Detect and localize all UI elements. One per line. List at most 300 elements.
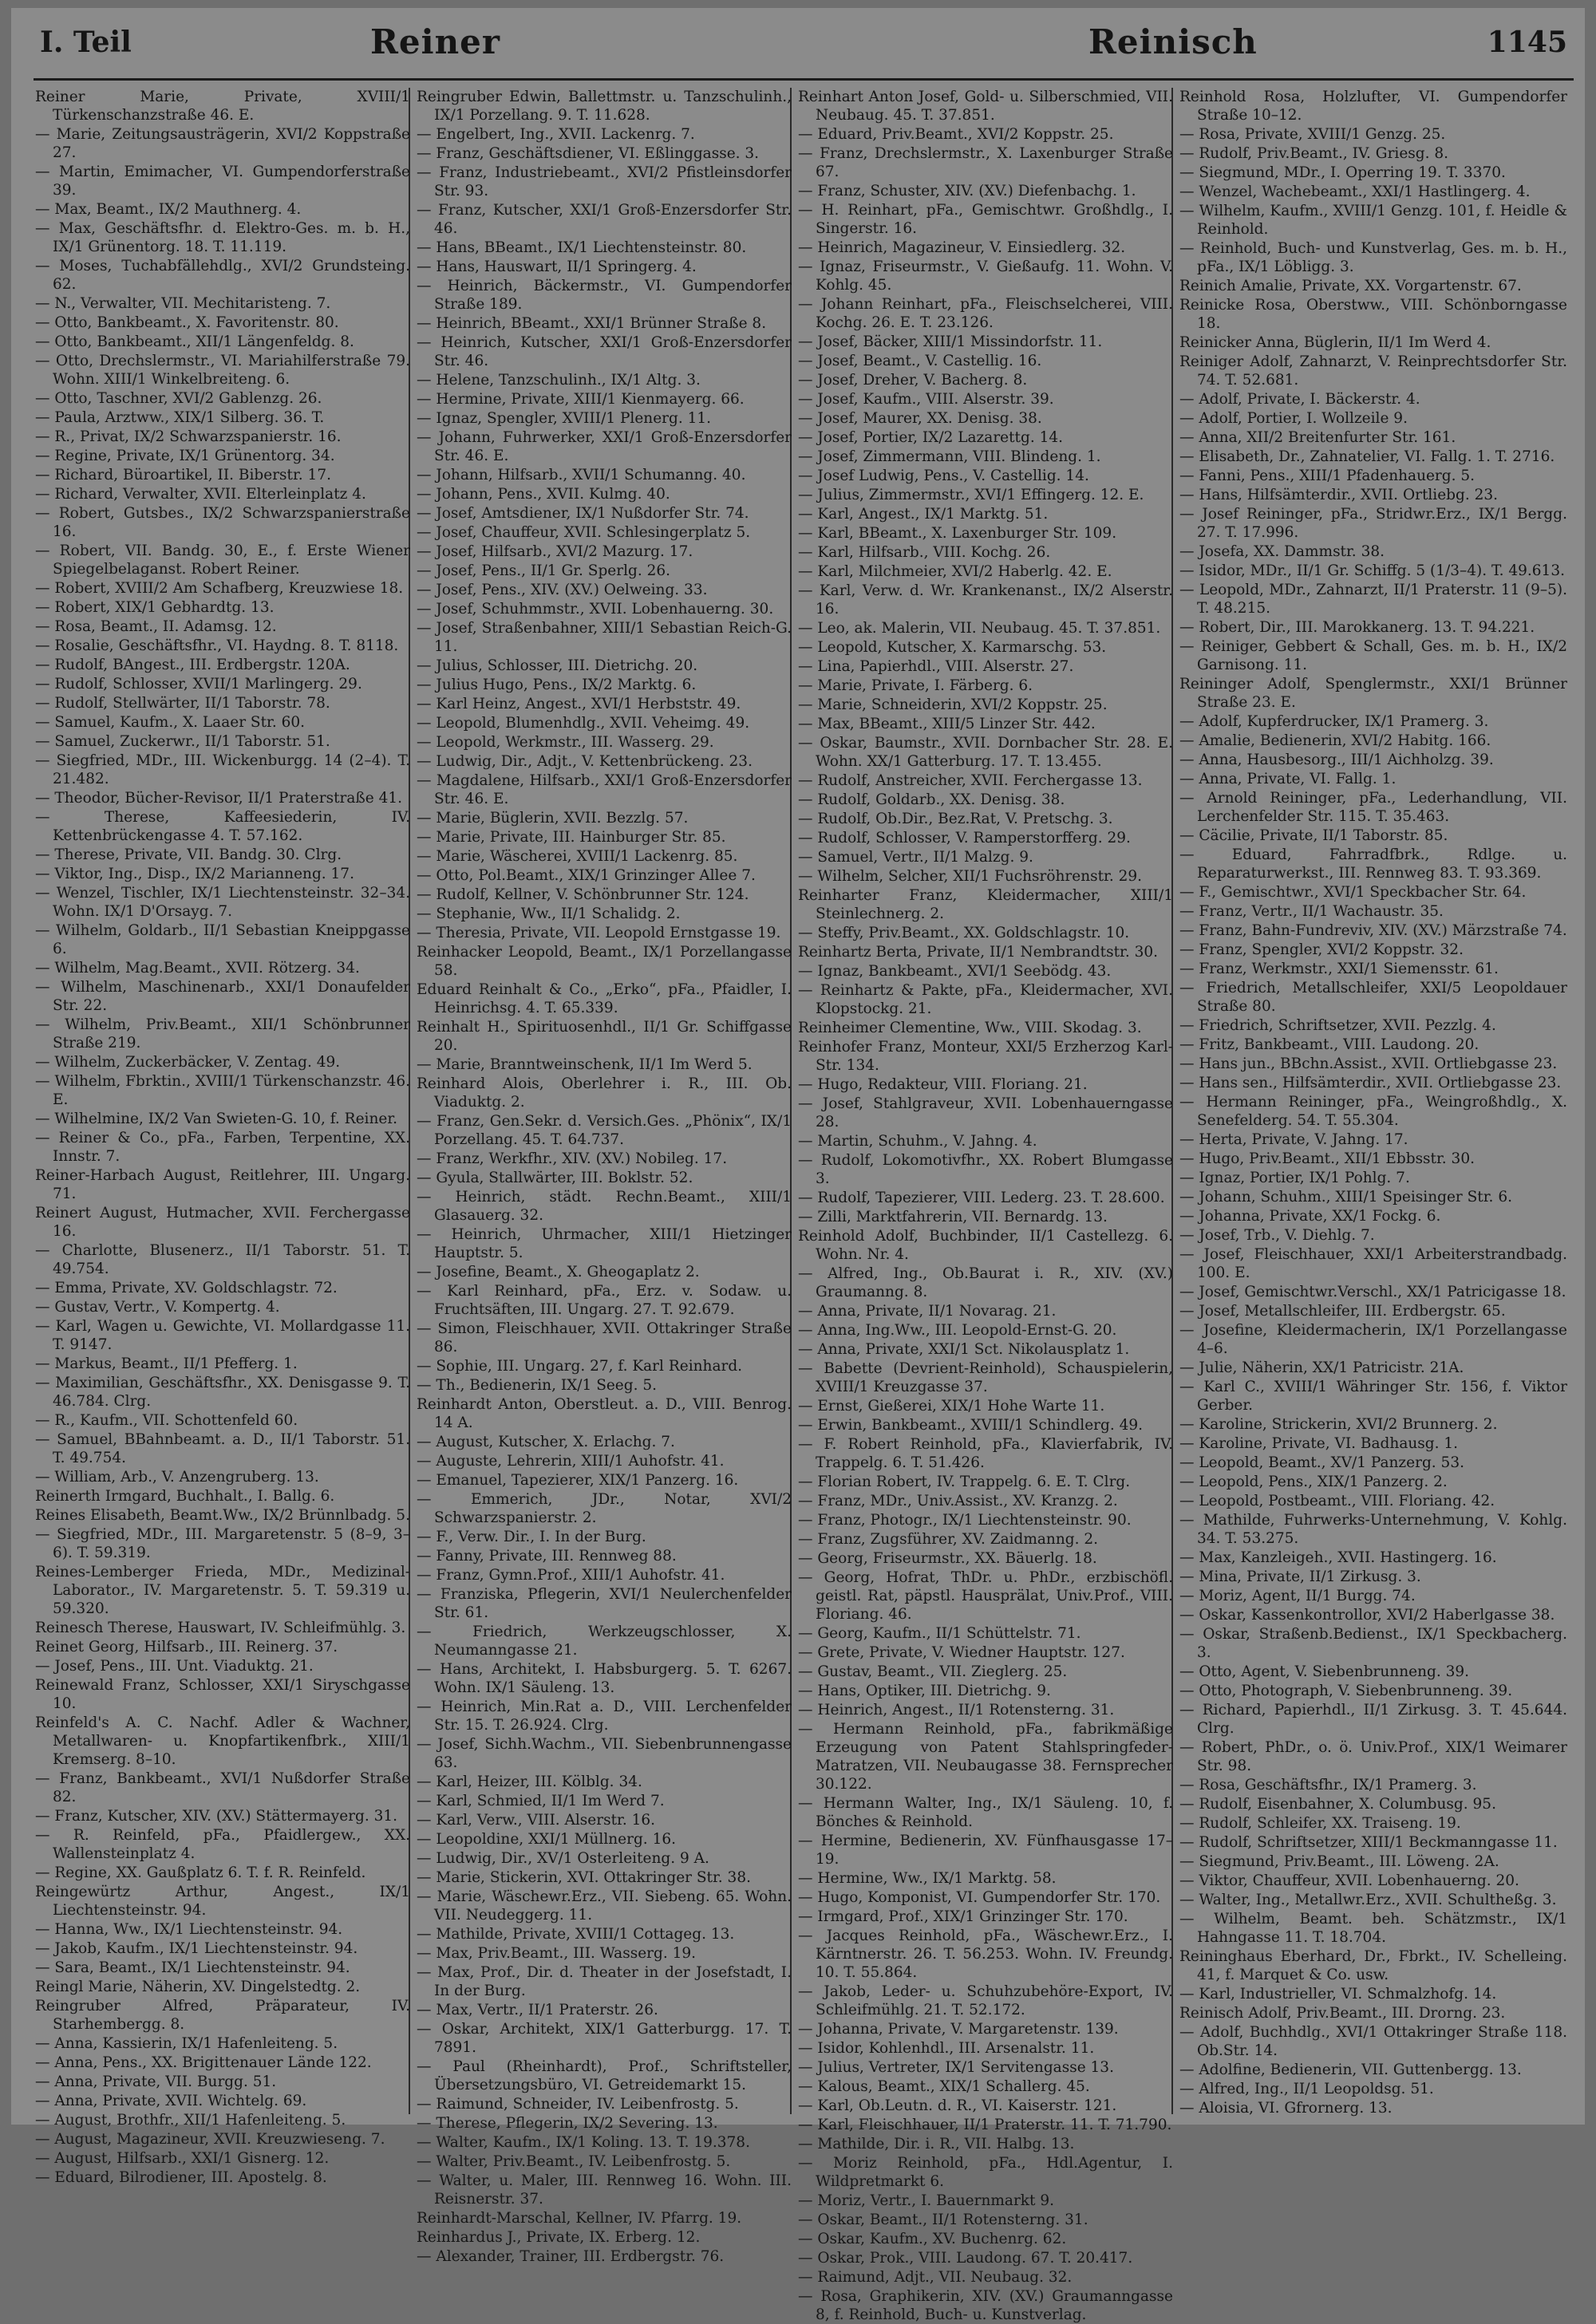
- directory-entry: — Rudolf, Tapezierer, VIII. Lederg. 23. T. 28.600.: [798, 1190, 1165, 1206]
- directory-entry: — Karl, BBeamt., X. Laxenburger Str. 109.: [798, 525, 1117, 542]
- directory-entry: — Charlotte, Blusenerz., II/1 Taborstr. 51. T. 49.754.: [35, 1242, 410, 1277]
- directory-entry: — Josef Reininger, pFa., Stridwr.Erz., IX/1 Bergg. 27. T. 17.996.: [1179, 506, 1567, 541]
- directory-entry: — Alfred, Ing., II/1 Leopoldsg. 51.: [1179, 2081, 1434, 2097]
- directory-entry: — Adolf, Portier, I. Wollzeile 9.: [1179, 410, 1408, 427]
- directory-entry: — Hans, Hauswart, II/1 Springerg. 4.: [417, 258, 697, 275]
- directory-entry: — Grete, Private, V. Wiedner Hauptstr. 127.: [798, 1644, 1125, 1661]
- directory-entry: — Otto, Photograph, V. Siebenbrunneng. 39.: [1179, 1683, 1513, 1699]
- directory-entry: Reinfeld's A. C. Nachf. Adler & Wachner, Metallwaren- u. Knopfartikenfbrk., XIII/1 Kremserg. 8–10.: [35, 1714, 410, 1768]
- directory-entry: — Hugo, Redakteur, VIII. Floriang. 21.: [798, 1076, 1088, 1093]
- directory-entry: — Eduard, Bilrodiener, III. Apostelg. 8.: [35, 2169, 327, 2186]
- directory-entry: — Babette (Devrient-Reinhold), Schauspielerin, XVIII/1 Kreuzgasse 37.: [798, 1360, 1173, 1395]
- directory-entry: — Josef, Chauffeur, XVII. Schlesingerplatz 5.: [417, 524, 751, 541]
- directory-entry: — Hans sen., Hilfsämterdir., XVII. Ortliebgasse 23.: [1179, 1075, 1562, 1091]
- directory-entry: Reininger Adolf, Spenglermstr., XXI/1 Brünner Straße 23. E.: [1179, 676, 1567, 711]
- directory-entry: — Florian Robert, IV. Trappelg. 6. E. T. Clrg.: [798, 1474, 1131, 1490]
- directory-entry: — Rosa, Private, XVIII/1 Genzg. 25.: [1179, 126, 1446, 143]
- directory-entry: — Th., Bedienerin, IX/1 Seeg. 5.: [417, 1377, 658, 1394]
- directory-entry: — Anna, Private, VII. Burgg. 51.: [35, 2073, 277, 2090]
- directory-entry: Reinich Amalie, Private, XX. Vorgartenstr. 67.: [1179, 278, 1522, 294]
- directory-entry: — Rudolf, Stellwärter, II/1 Taborstr. 78.: [35, 695, 330, 712]
- directory-entry: — Otto, Taschner, XVI/2 Gablenzg. 26.: [35, 390, 322, 407]
- directory-entry: — Anna, Private, II/1 Novarag. 21.: [798, 1303, 1057, 1320]
- directory-entry: — Josefine, Beamt., X. Gheogaplatz 2.: [417, 1264, 700, 1280]
- directory-entry: Reinerth Irmgard, Buchhalt., I. Ballg. 6.: [35, 1488, 335, 1505]
- directory-entry: — Franz, Industriebeamt., XVI/2 Pfistleinsdorfer Str. 93.: [417, 164, 792, 199]
- directory-entry: — Hans jun., BBchn.Assist., XVII. Ortliebgasse 23.: [1179, 1055, 1558, 1072]
- directory-entry: — Josef, Gemischtwr.Verschl., XX/1 Patricigasse 18.: [1179, 1284, 1566, 1300]
- directory-entry: — Jacques Reinhold, pFa., Wäschewr.Erz., I. Kärntnerstr. 26. T. 56.253. Wohn. IV. Freundg. 10. T. 55.864.: [798, 1927, 1173, 1981]
- directory-entry: — Alfred, Ing., Ob.Baurat i. R., XIV. (XV.) Graumanng. 8.: [798, 1265, 1173, 1300]
- directory-entry: — Marie, Schneiderin, XVI/2 Koppstr. 25.: [798, 696, 1108, 713]
- directory-entry: — Max, Priv.Beamt., III. Wasserg. 19.: [417, 1945, 697, 1962]
- directory-entry: — Hermann Reininger, pFa., Weingroßhdlg., X. Senefelderg. 54. T. 55.304.: [1179, 1094, 1567, 1129]
- directory-entry: — Otto, Pol.Beamt., XIX/1 Grinzinger Allee 7.: [417, 867, 756, 884]
- directory-entry: — R., Privat, IX/2 Schwarzspanierstr. 16.: [35, 428, 342, 445]
- directory-entry: — Franz, Werkmstr., XXI/1 Siemensstr. 61.: [1179, 961, 1499, 977]
- directory-entry: — Karoline, Private, VI. Badhausg. 1.: [1179, 1435, 1459, 1452]
- directory-entry: — Oskar, Architekt, XIX/1 Gatterburgg. 17. T. 7891.: [417, 2021, 792, 2056]
- directory-entry: — Heinrich, Bäckermstr., VI. Gumpendorfer Straße 189.: [417, 278, 792, 313]
- directory-entry: — Oskar, Straßenb.Bedienst., IX/1 Speckbacherg. 3.: [1179, 1626, 1567, 1661]
- directory-entry: — Max, Kanzleigeh., XVII. Hastingerg. 16.: [1179, 1549, 1497, 1566]
- directory-entry: — Rosa, Beamt., II. Adamsg. 12.: [35, 618, 277, 635]
- directory-entry: Reinert August, Hutmacher, XVII. Ferchergasse 16.: [35, 1205, 410, 1240]
- directory-entry: — Franz, Photogr., IX/1 Liechtensteinstr. 90.: [798, 1512, 1132, 1529]
- directory-entry: — Isidor, MDr., II/1 Gr. Schiffg. 5 (1/3–4). T. 49.613.: [1179, 562, 1565, 579]
- directory-entry: — Heinrich, städt. Rechn.Beamt., XIII/1 Glasauerg. 32.: [417, 1189, 792, 1224]
- directory-entry: Reinharter Franz, Kleidermacher, XIII/1 Steinlechnerg. 2.: [798, 887, 1173, 922]
- directory-entry: — Julius, Vertreter, IX/1 Servitengasse 13.: [798, 2059, 1114, 2076]
- directory-entry: — Wenzel, Wachebeamt., XXI/1 Hastlingerg. 4.: [1179, 183, 1531, 200]
- directory-entry: — Leopold, Kutscher, X. Karmarschg. 53.: [798, 639, 1107, 656]
- directory-entry: — Josef, Trb., V. Diehlg. 7.: [1179, 1227, 1375, 1244]
- directory-entry: — Paul (Rheinhardt), Prof., Schriftsteller, Übersetzungsbüro, VI. Getreidemarkt 15.: [417, 2058, 792, 2093]
- directory-entry: Reiner-Harbach August, Reitlehrer, III. Ungarg. 71.: [35, 1167, 410, 1202]
- directory-entry: Reingruber Edwin, Ballettmstr. u. Tanzschulinh., IX/1 Porzellang. 9. T. 11.628.: [417, 89, 792, 124]
- directory-entry: — Heinrich, BBeamt., XXI/1 Brünner Straße 8.: [417, 315, 767, 332]
- directory-entry: — Elisabeth, Dr., Zahnatelier, VI. Fallg. 1. T. 2716.: [1179, 448, 1555, 465]
- directory-entry: — Viktor, Ing., Disp., IX/2 Marianneng. 17.: [35, 866, 354, 882]
- directory-entry: — Karl, Heizer, III. Kölblg. 34.: [417, 1774, 642, 1790]
- directory-entry: — Walter, u. Maler, III. Rennweg 16. Wohn. III. Reisnerstr. 37.: [417, 2172, 792, 2208]
- directory-entry: — Josefine, Kleidermacherin, IX/1 Porzellangasse 4–6.: [1179, 1322, 1567, 1357]
- directory-entry: — Marie, Private, III. Hainburger Str. 85.: [417, 829, 726, 846]
- directory-entry: — Anna, Ing.Ww., III. Leopold-Ernst-G. 20.: [798, 1322, 1117, 1339]
- directory-entry: — Josef, Stahlgraveur, XVII. Lobenhauerngasse 28.: [798, 1095, 1173, 1130]
- directory-entry: — Rudolf, Schlosser, V. Ramperstorfferg. 29.: [798, 830, 1131, 846]
- directory-entry: — Wilhelm, Selcher, XII/1 Fuchsröhrenstr. 29.: [798, 868, 1143, 885]
- directory-entry: — Reiner & Co., pFa., Farben, Terpentine, XX. Innstr. 7.: [35, 1130, 410, 1165]
- directory-entry: — Samuel, Zuckerwr., II/1 Taborstr. 51.: [35, 733, 330, 750]
- directory-entry: — Therese, Private, VII. Bandg. 30. Clrg.: [35, 846, 342, 863]
- directory-entry: — Franz, Geschäftsdiener, VI. Eßlinggasse. 3.: [417, 145, 760, 162]
- directory-entry: — Jakob, Kaufm., IX/1 Liechtensteinstr. 94.: [35, 1940, 358, 1957]
- directory-entry: — Josef, Sichh.Wachm., VII. Siebenbrunnengasse 63.: [417, 1736, 792, 1771]
- directory-entry: — Johann, Schuhm., XIII/1 Speisinger Str. 6.: [1179, 1189, 1512, 1205]
- directory-entry: — Rudolf, Goldarb., XX. Denisg. 38.: [798, 791, 1065, 808]
- directory-entry: — Martin, Schuhm., V. Jahng. 4.: [798, 1133, 1037, 1150]
- directory-entry: — Ernst, Gießerei, XIX/1 Hohe Warte 11.: [798, 1398, 1105, 1415]
- directory-entry: — Amalie, Bedienerin, XVI/2 Habitg. 166.: [1179, 732, 1491, 749]
- directory-entry: — Fanni, Pens., XIII/1 Pfadenhauerg. 5.: [1179, 468, 1476, 484]
- directory-entry: — Jakob, Leder- u. Schuhzubehöre-Export, IV. Schleifmühlg. 21. T. 52.172.: [798, 1983, 1173, 2018]
- directory-entry: — Josef, Metallschleifer, III. Erdbergstr. 65.: [1179, 1303, 1506, 1320]
- directory-entry: — Johanna, Private, V. Margaretenstr. 139.: [798, 2021, 1119, 2038]
- directory-entry: — Therese, Kaffeesiederin, IV. Kettenbrückengasse 4. T. 57.162.: [35, 809, 410, 844]
- directory-entry: Reingewürtz Arthur, Angest., IX/1 Liechtensteinstr. 94.: [35, 1884, 410, 1919]
- directory-entry: — Robert, VII. Bandg. 30, E., f. Erste Wiener Spiegelbelaganst. Robert Reiner.: [35, 543, 410, 578]
- directory-entry: — August, Kutscher, X. Erlachg. 7.: [417, 1434, 675, 1450]
- directory-entry: — Kalous, Beamt., XIX/1 Schallerg. 45.: [798, 2078, 1090, 2095]
- directory-entry: — Sara, Beamt., IX/1 Liechtensteinstr. 94.: [35, 1959, 350, 1976]
- directory-entry: — Karl, Verw. d. Wr. Krankenanst., IX/2 Alserstr. 16.: [798, 582, 1173, 617]
- directory-entry: — Karl, Schmied, II/1 Im Werd 7.: [417, 1793, 665, 1809]
- directory-entry: — R., Kaufm., VII. Schottenfeld 60.: [35, 1412, 298, 1429]
- directory-entry: — Karl Heinz, Angest., XVI/1 Herbststr. 49.: [417, 696, 741, 712]
- directory-entry: — Hugo, Komponist, VI. Gumpendorfer Str. 170.: [798, 1889, 1161, 1906]
- directory-entry: — Siegfried, MDr., III. Margaretenstr. 5 (8–9, 3–6). T. 59.319.: [35, 1526, 410, 1561]
- directory-entry: — Hugo, Priv.Beamt., XII/1 Ebbsstr. 30.: [1179, 1150, 1475, 1167]
- directory-entry: — Karl, Verw., VIII. Alserstr. 16.: [417, 1812, 656, 1829]
- directory-entry: — Zilli, Marktfahrerin, VII. Bernardg. 13.: [798, 1209, 1108, 1225]
- directory-entry: — Adolf, Kupferdrucker, IX/1 Pramerg. 3.: [1179, 713, 1489, 730]
- directory-entry: — Wenzel, Tischler, IX/1 Liechtensteinstr. 32–34. Wohn. IX/1 D'Orsayg. 7.: [35, 885, 410, 920]
- directory-entry: — Robert, Dir., III. Marokkanerg. 13. T. 94.221.: [1179, 619, 1535, 636]
- directory-entry: — Simon, Fleischhauer, XVII. Ottakringer Straße 86.: [417, 1320, 792, 1355]
- directory-entry: — Heinrich, Magazineur, V. Einsiedlerg. 32.: [798, 239, 1126, 256]
- page-number: 1145: [1487, 26, 1567, 59]
- header-rule: [34, 78, 1574, 81]
- directory-entry: — Moriz, Vertr., I. Bauernmarkt 9.: [798, 2192, 1054, 2209]
- directory-entry: — Herta, Private, V. Jahng. 17.: [1179, 1131, 1408, 1148]
- directory-entry: — Walter, Priv.Beamt., IV. Leibenfrostg. 5.: [417, 2153, 731, 2170]
- directory-entry: — Karl, Hilfsarb., VIII. Kochg. 26.: [798, 544, 1051, 561]
- directory-entry: — Josef, Pens., III. Unt. Viaduktg. 21.: [35, 1658, 314, 1675]
- directory-entry: — R. Reinfeld, pFa., Pfaidlergew., XX. Wallensteinplatz 4.: [35, 1827, 410, 1862]
- directory-entry: — William, Arb., V. Anzengruberg. 13.: [35, 1469, 319, 1486]
- directory-entry: — Franz, Drechslermstr., X. Laxenburger Straße 67.: [798, 145, 1173, 180]
- directory-entry: — Karl, Wagen u. Gewichte, VI. Mollardgasse 11. T. 9147.: [35, 1318, 410, 1353]
- directory-entry: — Marie, Wäscherei, XVIII/1 Lackenrg. 85.: [417, 848, 738, 865]
- directory-entry: Reiniger Adolf, Zahnarzt, V. Reinprechtsdorfer Str. 74. T. 52.681.: [1179, 353, 1567, 389]
- directory-entry: Reinewald Franz, Schlosser, XXI/1 Siryschgasse 10.: [35, 1677, 410, 1712]
- directory-entry: — Josef, Kaufm., VIII. Alserstr. 39.: [798, 391, 1054, 408]
- directory-entry: — Emmerich, JDr., Notar, XVI/2 Schwarzspanierstr. 2.: [417, 1491, 792, 1526]
- directory-entry: — Leopold, Blumenhdlg., XVII. Veheimg. 49.: [417, 715, 750, 732]
- directory-entry: — Rudolf, Eisenbahner, X. Columbusg. 95.: [1179, 1796, 1496, 1813]
- directory-entry: Reinhard Alois, Oberlehrer i. R., III. Ob. Viaduktg. 2.: [417, 1075, 792, 1111]
- directory-entry: — Oskar, Kassenkontrollor, XVI/2 Haberlgasse 38.: [1179, 1607, 1555, 1624]
- directory-entry: — Karoline, Strickerin, XVI/2 Brunnerg. 2.: [1179, 1416, 1498, 1433]
- directory-entry: — Anna, Pens., XX. Brigittenauer Lände 122.: [35, 2054, 372, 2071]
- directory-entry: Reinet Georg, Hilfsarb., III. Reinerg. 37.: [35, 1639, 338, 1655]
- directory-entry: — Marie, Branntweinschenk, II/1 Im Werd 5.: [417, 1056, 753, 1073]
- directory-entry: — Josefa, XX. Dammstr. 38.: [1179, 543, 1385, 560]
- directory-entry: — Anna, Kassierin, IX/1 Hafenleiteng. 5.: [35, 2035, 338, 2052]
- directory-entry: — Emanuel, Tapezierer, XIX/1 Panzerg. 16.: [417, 1472, 739, 1489]
- directory-entry: — Rudolf, Schleifer, XX. Traiseng. 19.: [1179, 1815, 1461, 1832]
- directory-entry: — Rosa, Graphikerin, XIV. (XV.) Graumanngasse 8, f. Reinhold, Buch- u. Kunstverlag.: [798, 2288, 1173, 2323]
- directory-entry: Reininghaus Eberhard, Dr., Fbrkt., IV. Schelleing. 41, f. Marquet & Co. usw.: [1179, 1948, 1567, 1983]
- directory-entry: — Anna, XII/2 Breitenfurter Str. 161.: [1179, 429, 1456, 446]
- directory-entry: — Theodor, Bücher-Revisor, II/1 Praterstraße 41.: [35, 790, 403, 807]
- directory-entry: — Karl, Fleischhauer, II/1 Praterstr. 11. T. 71.790.: [798, 2117, 1172, 2133]
- directory-entry: — Hanna, Ww., IX/1 Liechtensteinstr. 94.: [35, 1921, 343, 1938]
- directory-entry: — Franz, Spengler, XVI/2 Koppstr. 32.: [1179, 941, 1464, 958]
- directory-entry: — Erwin, Bankbeamt., XVIII/1 Schindlerg. 49.: [798, 1417, 1144, 1434]
- directory-entry: — Maximilian, Geschäftsfhr., XX. Denisgasse 9. T. 46.784. Clrg.: [35, 1375, 410, 1410]
- directory-entry: — Leopold, Postbeamt., VIII. Floriang. 42.: [1179, 1493, 1495, 1509]
- part-label: I. Teil: [40, 26, 132, 59]
- directory-entry: — Josef, Zimmermann, VIII. Blindeng. 1.: [798, 448, 1101, 465]
- directory-entry: — Otto, Bankbeamt., X. Favoritenstr. 80.: [35, 314, 339, 331]
- directory-entry: — Otto, Bankbeamt., XII/1 Längenfeldg. 8.: [35, 333, 354, 350]
- directory-entry: — Friedrich, Schriftsetzer, XVII. Pezzlg. 4.: [1179, 1017, 1496, 1034]
- directory-entry: — August, Brothfr., XII/1 Hafenleiteng. 5.: [35, 2112, 346, 2129]
- directory-entry: — Robert, Gutsbes., IX/2 Schwarzspanierstraße 16.: [35, 505, 410, 540]
- directory-entry: — Mathilde, Fuhrwerks-Unternehmung, V. Kohlg. 34. T. 53.275.: [1179, 1512, 1567, 1547]
- directory-entry: — Johann, Hilfsarb., XVII/1 Schumanng. 40.: [417, 467, 746, 483]
- directory-entry: — Friedrich, Metallschleifer, XXI/5 Leopoldauer Straße 80.: [1179, 980, 1567, 1015]
- directory-entry: Reinhardt-Marschal, Kellner, IV. Pfarrg. 19.: [417, 2210, 742, 2227]
- directory-entry: — Josef, Pens., XIV. (XV.) Oelweing. 33.: [417, 582, 708, 598]
- directory-entry: — Wilhelm, Goldarb., II/1 Sebastian Kneippgasse 6.: [35, 922, 410, 957]
- column-2: [417, 88, 792, 2265]
- directory-entry: — Franz, Zugsführer, XV. Zaidmanng. 2.: [798, 1531, 1099, 1548]
- directory-entry: Reinesch Therese, Hauswart, IV. Schleifmühlg. 3.: [35, 1620, 406, 1636]
- directory-entry: — Therese, Pflegerin, IX/2 Severing. 13.: [417, 2115, 718, 2132]
- directory-entry: — Rudolf, Schriftsetzer, XIII/1 Beckmanngasse 11.: [1179, 1834, 1558, 1851]
- directory-entry: — F., Verw. Dir., I. In der Burg.: [417, 1529, 646, 1545]
- directory-entry: — Johanna, Private, XX/1 Fockg. 6.: [1179, 1208, 1441, 1225]
- directory-entry: — Hermine, Private, XIII/1 Kienmayerg. 66.: [417, 391, 745, 408]
- directory-entry: — Fritz, Bankbeamt., VIII. Laudong. 20.: [1179, 1036, 1479, 1053]
- directory-entry: — Irmgard, Prof., XIX/1 Grinzinger Str. 170.: [798, 1908, 1128, 1925]
- directory-entry: — Otto, Drechslermstr., VI. Mariahilferstraße 79. Wohn. XIII/1 Winkelbreiteng. 6.: [35, 353, 410, 388]
- directory-entry: — Hermann Walter, Ing., IX/1 Säuleng. 10, f. Bönches & Reinhold.: [798, 1795, 1173, 1830]
- directory-entry: — Leopold, MDr., Zahnarzt, II/1 Praterstr. 11 (9–5). T. 48.215.: [1179, 582, 1567, 617]
- directory-page: [11, 8, 1585, 2323]
- directory-entry: — Moses, Tuchabfällehdlg., XVI/2 Grundsteing. 62.: [35, 258, 410, 293]
- directory-entry: — Johann Reinhart, pFa., Fleischselcherei, VIII. Kochg. 26. E. T. 23.126.: [798, 296, 1173, 331]
- directory-entry: — Marie, Zeitungsausträgerin, XVI/2 Koppstraße 27.: [35, 126, 410, 161]
- directory-entry: — Rudolf, Priv.Beamt., IV. Griesg. 8.: [1179, 145, 1449, 162]
- directory-entry: — Richard, Büroartikel, II. Biberstr. 17.: [35, 467, 331, 483]
- directory-entry: Reingruber Alfred, Präparateur, IV. Starhembergg. 8.: [35, 1998, 410, 2033]
- directory-entry: — Josef, Beamt., V. Castellig. 16.: [798, 353, 1042, 369]
- directory-entry: — Oskar, Beamt., II/1 Rotensterng. 31.: [798, 2212, 1088, 2228]
- directory-entry: — Franz, Kutscher, XXI/1 Groß-Enzersdorfer Str. 46.: [417, 202, 792, 237]
- directory-entry: — Karl C., XVIII/1 Währinger Str. 156, f. Viktor Gerber.: [1179, 1379, 1567, 1414]
- directory-entry: — Ignaz, Portier, IX/1 Pohlg. 7.: [1179, 1170, 1410, 1186]
- directory-entry: — Adolf, Buchhdlg., XVI/1 Ottakringer Straße 118. Ob.Str. 14.: [1179, 2024, 1567, 2059]
- directory-entry: Reinhalt H., Spirituosenhdl., II/1 Gr. Schiffgasse 20.: [417, 1019, 792, 1054]
- directory-entry: — Max, BBeamt., XIII/5 Linzer Str. 442.: [798, 716, 1096, 732]
- directory-entry: — Fanny, Private, III. Rennweg 88.: [417, 1548, 677, 1564]
- directory-entry: Reiner Marie, Private, XVIII/1 Türkenschanzstraße 46. E.: [35, 89, 410, 124]
- directory-entry: — Julius Hugo, Pens., IX/2 Marktg. 6.: [417, 677, 697, 693]
- directory-entry: — August, Magazineur, XVII. Kreuzwieseng. 7.: [35, 2131, 385, 2148]
- directory-entry: — Josef, Hilfsarb., XVI/2 Mazurg. 17.: [417, 543, 693, 560]
- directory-entry: — Markus, Beamt., II/1 Pfefferg. 1.: [35, 1355, 298, 1372]
- directory-entry: — F. Robert Reinhold, pFa., Klavierfabrik, IV. Trappelg. 6. T. 51.426.: [798, 1436, 1173, 1471]
- directory-entry: — Mathilde, Dir. i. R., VII. Halbg. 13.: [798, 2136, 1075, 2152]
- directory-entry: — Rudolf, Anstreicher, XVII. Ferchergasse 13.: [798, 772, 1143, 789]
- directory-entry: — Marie, Stickerin, XVI. Ottakringer Str. 38.: [417, 1869, 751, 1886]
- directory-entry: — Theresia, Private, VII. Leopold Ernstgasse 19.: [417, 925, 781, 941]
- directory-entry: — Julius, Schlosser, III. Dietrichg. 20.: [417, 657, 698, 674]
- directory-entry: — Heinrich, Min.Rat a. D., VIII. Lerchenfelder Str. 15. T. 26.924. Clrg.: [417, 1699, 792, 1734]
- directory-entry: — Franz, Bankbeamt., XVI/1 Nußdorfer Straße 82.: [35, 1770, 410, 1805]
- directory-entry: Reinhold Rosa, Holzlufter, VI. Gumpendorfer Straße 10–12.: [1179, 89, 1567, 124]
- directory-entry: — Heinrich, Uhrmacher, XIII/1 Hietzinger Hauptstr. 5.: [417, 1226, 792, 1261]
- directory-entry: Reinhardus J., Private, IX. Erberg. 12.: [417, 2229, 701, 2246]
- directory-entry: — Leopoldine, XXI/1 Müllnerg. 16.: [417, 1831, 676, 1848]
- directory-entry: — N., Verwalter, VII. Mechitaristeng. 7.: [35, 295, 331, 312]
- directory-entry: — Lina, Papierhdl., VIII. Alserstr. 27.: [798, 658, 1074, 675]
- directory-entry: — Eduard, Priv.Beamt., XVI/2 Koppstr. 25.: [798, 126, 1114, 143]
- directory-entry: — Wilhelm, Kaufm., XVIII/1 Genzg. 101, f. Heidle & Reinhold.: [1179, 203, 1567, 238]
- directory-entry: — Franz, Vertr., II/1 Wachaustr. 35.: [1179, 903, 1444, 920]
- directory-entry: — H. Reinhart, pFa., Gemischtwr. Großhdlg., I. Singerstr. 16.: [798, 202, 1173, 237]
- directory-entry: — Ignaz, Friseurmstr., V. Gießaufg. 11. Wohn. V. Kohlg. 45.: [798, 258, 1173, 294]
- directory-entry: — Moriz Reinhold, pFa., Hdl.Agentur, I. Wildpretmarkt 6.: [798, 2155, 1173, 2190]
- directory-entry: — Regine, XX. Gaußplatz 6. T. f. R. Reinfeld.: [35, 1864, 366, 1881]
- directory-entry: — Josef, Maurer, XX. Denisg. 38.: [798, 410, 1042, 427]
- directory-entry: — Richard, Papierhdl., II/1 Zirkusg. 3. T. 45.644. Clrg.: [1179, 1702, 1567, 1737]
- directory-entry: — Helene, Tanzschulinh., IX/1 Altg. 3.: [417, 372, 701, 389]
- directory-entry: — Julius, Zimmermstr., XVI/1 Effingerg. 12. E.: [798, 487, 1144, 503]
- directory-entry: — Gyula, Stallwärter, III. Boklstr. 52.: [417, 1170, 693, 1186]
- directory-entry: — Josef, Bäcker, XIII/1 Missindorfstr. 11.: [798, 333, 1103, 350]
- directory-entry: — Hans, Optiker, III. Dietrichg. 9.: [798, 1683, 1051, 1699]
- directory-entry: — Otto, Agent, V. Siebenbrunneng. 39.: [1179, 1663, 1470, 1680]
- directory-entry: — Marie, Büglerin, XVII. Bezzlg. 57.: [417, 810, 689, 827]
- directory-entry: — Hans, Architekt, I. Habsburgerg. 5. T. 6267. Wohn. IX/1 Säuleng. 13.: [417, 1661, 792, 1696]
- directory-entry: — Martin, Emimacher, VI. Gumpendorferstraße 39.: [35, 164, 410, 199]
- directory-entry: — Hermine, Bedienerin, XV. Fünfhausgasse 17–19.: [798, 1833, 1173, 1868]
- directory-entry: — Ignaz, Bankbeamt., XVI/1 Seebödg. 43.: [798, 963, 1112, 980]
- directory-entry: — Karl Reinhard, pFa., Erz. v. Sodaw. u. Fruchtsäften, III. Ungarg. 27. T. 92.679.: [417, 1283, 792, 1318]
- directory-entry: Reines Elisabeth, Beamt.Ww., IX/2 Brünnlbadg. 5.: [35, 1507, 410, 1524]
- directory-entry: — Raimund, Adjt., VII. Neubaug. 32.: [798, 2269, 1073, 2286]
- directory-entry: — Magdalene, Hilfsarb., XXI/1 Groß-Enzersdorfer Str. 46. E.: [417, 772, 792, 807]
- directory-entry: — Cäcilie, Private, II/1 Taborstr. 85.: [1179, 827, 1448, 844]
- directory-entry: — Hans, Hilfsämterdir., XVII. Ortliebg. 23.: [1179, 487, 1499, 503]
- directory-entry: — Wilhelm, Priv.Beamt., XII/1 Schönbrunner Straße 219.: [35, 1016, 410, 1052]
- directory-entry: — Robert, XIX/1 Gebhardtg. 13.: [35, 599, 275, 616]
- directory-entry: — Rudolf, BAngest., III. Erdbergstr. 120A.: [35, 657, 350, 673]
- directory-entry: — Friedrich, Werkzeugschlosser, X. Neumanngasse 21.: [417, 1624, 792, 1659]
- directory-entry: — Auguste, Lehrerin, XIII/1 Auhofstr. 41.: [417, 1453, 725, 1470]
- directory-entry: — Samuel, Kaufm., X. Laaer Str. 60.: [35, 714, 306, 731]
- directory-entry: — Moriz, Agent, II/1 Burgg. 74.: [1179, 1588, 1416, 1604]
- directory-entry: — Karl, Angest., IX/1 Marktg. 51.: [798, 506, 1049, 523]
- directory-entry: — Arnold Reininger, pFa., Lederhandlung, VII. Lerchenfelder Str. 115. T. 35.463.: [1179, 790, 1567, 825]
- directory-entry: Reinisch Adolf, Priv.Beamt., III. Drorng. 23.: [1179, 2005, 1506, 2022]
- directory-entry: — Georg, Hofrat, ThDr. u. PhDr., erzbischöfl. geistl. Rat, päpstl. Hausprälat, Univ.Prof., VIII. Floriang. 46.: [798, 1569, 1173, 1623]
- directory-entry: — Johann, Pens., XVII. Kulmg. 40.: [417, 486, 670, 503]
- directory-entry: Reines-Lemberger Frieda, MDr., Medizinal-Laborator., IV. Margaretenstr. 5. T. 59.319 u. 59.320.: [35, 1564, 410, 1617]
- directory-entry: — August, Hilfsarb., XXI/1 Gisnerg. 12.: [35, 2150, 330, 2167]
- directory-entry: — Ludwig, Dir., Adjt., V. Kettenbrückeng. 23.: [417, 753, 753, 770]
- directory-entry: Reinheimer Clementine, Ww., VIII. Skodag. 3.: [798, 1020, 1142, 1036]
- directory-entry: — Rudolf, Ob.Dir., Bez.Rat, V. Pretschg. 3.: [798, 811, 1113, 827]
- directory-entry: — Mina, Private, II/1 Zirkusg. 3.: [1179, 1568, 1421, 1585]
- directory-entry: — Franz, Gymn.Prof., XIII/1 Auhofstr. 41.: [417, 1567, 725, 1584]
- left-guide-word: Reiner: [370, 22, 500, 61]
- directory-entry: — Josef, Dreher, V. Bacherg. 8.: [798, 372, 1028, 389]
- directory-entry: — Leopold, Werkmstr., III. Wasserg. 29.: [417, 734, 714, 751]
- directory-entry: — Max, Geschäftsfhr. d. Elektro-Ges. m. b. H., IX/1 Grünentorg. 18. T. 11.119.: [35, 220, 410, 255]
- directory-entry: — Siegfried, MDr., III. Wickenburgg. 14 (2–4). T. 21.482.: [35, 752, 410, 787]
- directory-entry: — Wilhelm, Fbrktin., XVIII/1 Türkenschanzstr. 46. E.: [35, 1073, 410, 1108]
- column-1: [35, 88, 410, 2186]
- directory-entry: — Stephanie, Ww., II/1 Schalidg. 2.: [417, 906, 681, 922]
- directory-entry: — Samuel, Vertr., II/1 Malzg. 9.: [798, 849, 1033, 866]
- directory-entry: — Robert, PhDr., o. ö. Univ.Prof., XIX/1 Weimarer Str. 98.: [1179, 1739, 1567, 1774]
- right-guide-word: Reinisch: [1088, 22, 1258, 61]
- directory-entry: Reinhacker Leopold, Beamt., IX/1 Porzellangasse 58.: [417, 944, 792, 979]
- directory-entry: — Isidor, Kohlenhdl., III. Arsenalstr. 11.: [798, 2040, 1095, 2057]
- directory-entry: — Reinhold, Buch- und Kunstverlag, Ges. m. b. H., pFa., IX/1 Löbligg. 3.: [1179, 240, 1567, 275]
- directory-entry: — Johann, Fuhrwerker, XXI/1 Groß-Enzersdorfer Str. 46. E.: [417, 429, 792, 464]
- directory-entry: — Adolfine, Bedienerin, VII. Guttenbergg. 13.: [1179, 2062, 1522, 2078]
- directory-entry: — Paula, Arztww., XIX/1 Silberg. 36. T.: [35, 409, 325, 426]
- directory-entry: — Aloisia, VI. Gfrornerg. 13.: [1179, 2100, 1393, 2117]
- directory-entry: — Josef Ludwig, Pens., V. Castellig. 14.: [798, 468, 1089, 484]
- directory-entry: — Reinhartz & Pakte, pFa., Kleidermacher, XVI. Klopstockg. 21.: [798, 982, 1173, 1017]
- directory-entry: — Franz, Werkfhr., XIV. (XV.) Nobileg. 17.: [417, 1150, 728, 1167]
- directory-entry: — Ludwig, Dir., XV/1 Osterleiteng. 9 A.: [417, 1850, 709, 1867]
- directory-entry: — Heinrich, Angest., II/1 Rotensterng. 31.: [798, 1702, 1115, 1718]
- directory-entry: — Hermine, Ww., IX/1 Marktg. 58.: [798, 1870, 1057, 1887]
- directory-entry: — Ignaz, Spengler, XVIII/1 Plenerg. 11.: [417, 410, 712, 427]
- directory-entry: Eduard Reinhalt & Co., „Erko“, pFa., Pfaidler, I. Heinrichsg. 4. T. 65.339.: [417, 981, 792, 1016]
- directory-entry: — Franz, Bahn-Fundreviv, XIV. (XV.) Märzstraße 74.: [1179, 922, 1567, 939]
- directory-entry: — Alexander, Trainer, III. Erdbergstr. 76.: [417, 2248, 725, 2265]
- directory-entry: — Oskar, Prok., VIII. Laudong. 67. T. 20.417.: [798, 2250, 1133, 2267]
- directory-entry: — Max, Prof., Dir. d. Theater in der Josefstadt, I. In der Burg.: [417, 1964, 792, 1999]
- directory-entry: Reinhold Adolf, Buchbinder, II/1 Castellezg. 6. Wohn. Nr. 4.: [798, 1228, 1173, 1263]
- directory-entry: — Georg, Friseurmstr., XX. Bäuerlg. 18.: [798, 1550, 1097, 1567]
- directory-entry: Reinhofer Franz, Monteur, XXI/5 Erzherzog Karl-Str. 134.: [798, 1039, 1173, 1074]
- directory-entry: — Wilhelm, Mag.Beamt., XVII. Rötzerg. 34.: [35, 960, 360, 977]
- directory-entry: — Max, Beamt., IX/2 Mauthnerg. 4.: [35, 201, 302, 218]
- directory-entry: — Siegmund, Priv.Beamt., III. Löweng. 2A.: [1179, 1853, 1499, 1870]
- directory-entry: — Walter, Ing., Metallwr.Erz., XVII. Schultheßg. 3.: [1179, 1892, 1557, 1908]
- directory-entry: Reingl Marie, Näherin, XV. Dingelstedtg. 2.: [35, 1979, 361, 1995]
- directory-entry: — Josef, Amtsdiener, IX/1 Nußdorfer Str. 74.: [417, 505, 749, 522]
- directory-entry: — Josef, Fleischhauer, XXI/1 Arbeiterstrandbadg. 100. E.: [1179, 1246, 1567, 1281]
- directory-entry: — Regine, Private, IX/1 Grünentorg. 34.: [35, 448, 335, 464]
- column-4: [1179, 88, 1567, 2117]
- directory-entry: — Emma, Private, XV. Goldschlagstr. 72.: [35, 1280, 338, 1296]
- directory-entry: — Wilhelm, Beamt. beh. Schätzmstr., IX/1 Hahngasse 11. T. 18.704.: [1179, 1911, 1567, 1946]
- directory-entry: — Steffy, Priv.Beamt., XX. Goldschlagstr. 10.: [798, 925, 1130, 941]
- directory-entry: — Franziska, Pflegerin, XVI/1 Neulerchenfelder Str. 61.: [417, 1586, 792, 1621]
- directory-entry: — Rudolf, Kellner, V. Schönbrunner Str. 124.: [417, 886, 749, 903]
- directory-entry: — Julie, Näherin, XX/1 Patricistr. 21A.: [1179, 1359, 1464, 1376]
- directory-entry: — Samuel, BBahnbeamt. a. D., II/1 Taborstr. 51. T. 49.754.: [35, 1431, 410, 1466]
- directory-entry: — Richard, Verwalter, XVII. Elterleinplatz 4.: [35, 486, 366, 503]
- directory-entry: Reinhartz Berta, Private, II/1 Nembrandtstr. 30.: [798, 944, 1159, 961]
- directory-entry: — Marie, Private, I. Färberg. 6.: [798, 677, 1033, 694]
- column-3: [798, 88, 1173, 2323]
- directory-entry: — Leo, ak. Malerin, VII. Neubaug. 45. T. 37.851.: [798, 620, 1161, 637]
- directory-entry: — Eduard, Fahrradfbrk., Rdlge. u. Reparaturwerkst., III. Rennweg 83. T. 93.369.: [1179, 846, 1567, 882]
